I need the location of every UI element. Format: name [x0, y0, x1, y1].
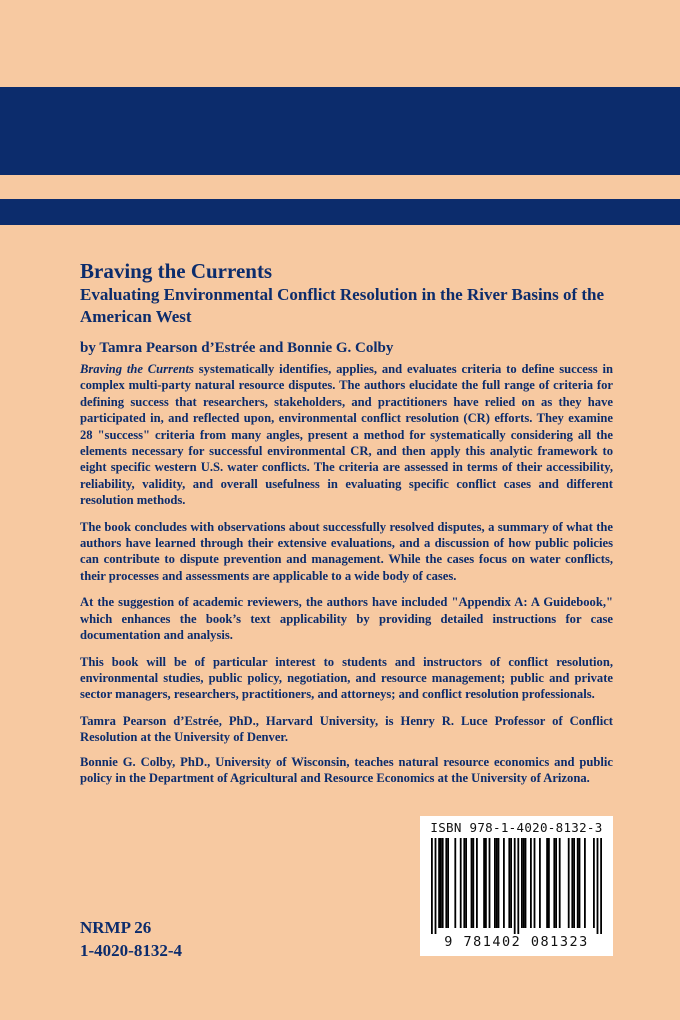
- barcode-bar: [503, 838, 505, 928]
- barcode-bar: [498, 838, 500, 928]
- author-bio-2: Bonnie G. Colby, PhD., University of Wisconsin, teaches natural resource economics and public policy in the Department of Agricultural and Resource Economics at the University of Arizona.: [80, 754, 613, 785]
- description-paragraph-2: The book concludes with observations about successfully resolved disputes, a summary of what the authors have learned through their extensive evaluations, and a discussion of how public policies can contribute to dispute prevention and management. While the cases focus on water conflicts, their processes and assessments are applicable to a wide body of cases.: [80, 519, 613, 583]
- series-code: NRMP 26: [80, 918, 152, 937]
- barcode-bar: [496, 838, 498, 928]
- barcode-bar: [525, 838, 527, 928]
- isbn-10: 1-4020-8132-4: [80, 941, 182, 960]
- barcode-digits: 9 781402 081323: [444, 934, 589, 950]
- barcode-bar: [571, 838, 573, 928]
- barcode-bar: [454, 838, 456, 928]
- barcode-bar: [523, 838, 525, 928]
- barcode-bar: [510, 838, 512, 928]
- author-bio-1: Tamra Pearson d’Estrée, PhD., Harvard University, is Henry R. Luce Professor of Conflict Resolution at the University of Denver.: [80, 713, 613, 745]
- title-italic: Braving the Currents: [80, 362, 194, 376]
- description-p1-text: systematically identifies, applies, and evaluates criteria to define success in complex multi-party natural resource disputes. The authors elucidate the full range of criteria for defining success that researchers, stakeholders, and practitioners have relied on as they have participated in, and reflected upon, environmental conflict resolution (CR) efforts. They examine 28 "success" criteria from many angles, present a method for systematically considering all the elements necessary for successful environmental CR, and then apply this analytic framework to eight specific western U.S. water conflicts. The criteria are assessed in terms of their accessibility, reliability, validity, and overall usefulness in evaluating specific conflict cases and different resolution methods.: [80, 362, 613, 508]
- barcode-bar: [494, 838, 496, 928]
- series-info: [80, 916, 182, 962]
- barcode-bar: [463, 838, 465, 928]
- barcode-bar: [442, 838, 444, 928]
- barcode-bars: [428, 838, 605, 934]
- description-paragraph-4: This book will be of particular interest to students and instructors of conflict resolution, environmental studies, public policy, negotiation, and resource management; public and private sector managers, researchers, practitioners, and attorneys; and conflict resolution professionals.: [80, 654, 613, 702]
- barcode-bar: [471, 838, 473, 928]
- book-subtitle: Evaluating Environmental Conflict Resolution in the River Basins of the American West: [80, 285, 605, 326]
- barcode-bar: [559, 838, 561, 928]
- barcode-bar: [530, 838, 532, 928]
- barcode-box: [420, 816, 613, 956]
- barcode-bar: [568, 838, 570, 928]
- barcode-bar: [514, 838, 516, 934]
- book-title: Braving the Currents: [80, 259, 273, 283]
- barcode-bar: [460, 838, 462, 928]
- barcode-bar: [447, 838, 449, 928]
- barcode-bar: [431, 838, 433, 934]
- barcode-bar: [555, 838, 557, 928]
- barcode-bar: [539, 838, 541, 928]
- barcode-bar: [483, 838, 485, 928]
- barcode-bar: [597, 838, 599, 934]
- barcode-bar: [548, 838, 550, 928]
- barcode-bar: [593, 838, 595, 928]
- barcode-bar: [465, 838, 467, 928]
- barcode-bar: [517, 838, 519, 934]
- book-authors: by Tamra Pearson d’Estrée and Bonnie G. Colby: [80, 340, 394, 356]
- barcode-bar: [546, 838, 548, 928]
- barcode-bar: [579, 838, 581, 928]
- second-navy-band: [0, 199, 680, 225]
- barcode-bar: [485, 838, 487, 928]
- barcode-bar: [472, 838, 474, 928]
- barcode-bar: [508, 838, 510, 928]
- barcode-bar: [445, 838, 447, 928]
- barcode-bar: [573, 838, 575, 928]
- barcode-bar: [553, 838, 555, 928]
- barcode-bar: [577, 838, 579, 928]
- barcode-bar: [489, 838, 491, 928]
- barcode-bar: [521, 838, 523, 928]
- barcode-bar: [584, 838, 586, 928]
- barcode-bar: [476, 838, 478, 928]
- description-paragraph-1: [80, 361, 613, 509]
- back-cover-description: [80, 361, 613, 794]
- top-navy-band: [0, 87, 680, 175]
- description-paragraph-3: At the suggestion of academic reviewers, the authors have included "Appendix A: A Guidebook," which enhances the book’s text applicability by providing detailed instructions for case documentation and analysis.: [80, 595, 613, 643]
- barcode-bar: [600, 838, 602, 934]
- barcode-bar: [435, 838, 437, 934]
- barcode-bar: [440, 838, 442, 928]
- barcode-bar: [438, 838, 440, 928]
- barcode-bar: [534, 838, 536, 928]
- title-block: [80, 258, 620, 358]
- isbn-label: ISBN 978-1-4020-8132-3: [430, 820, 603, 835]
